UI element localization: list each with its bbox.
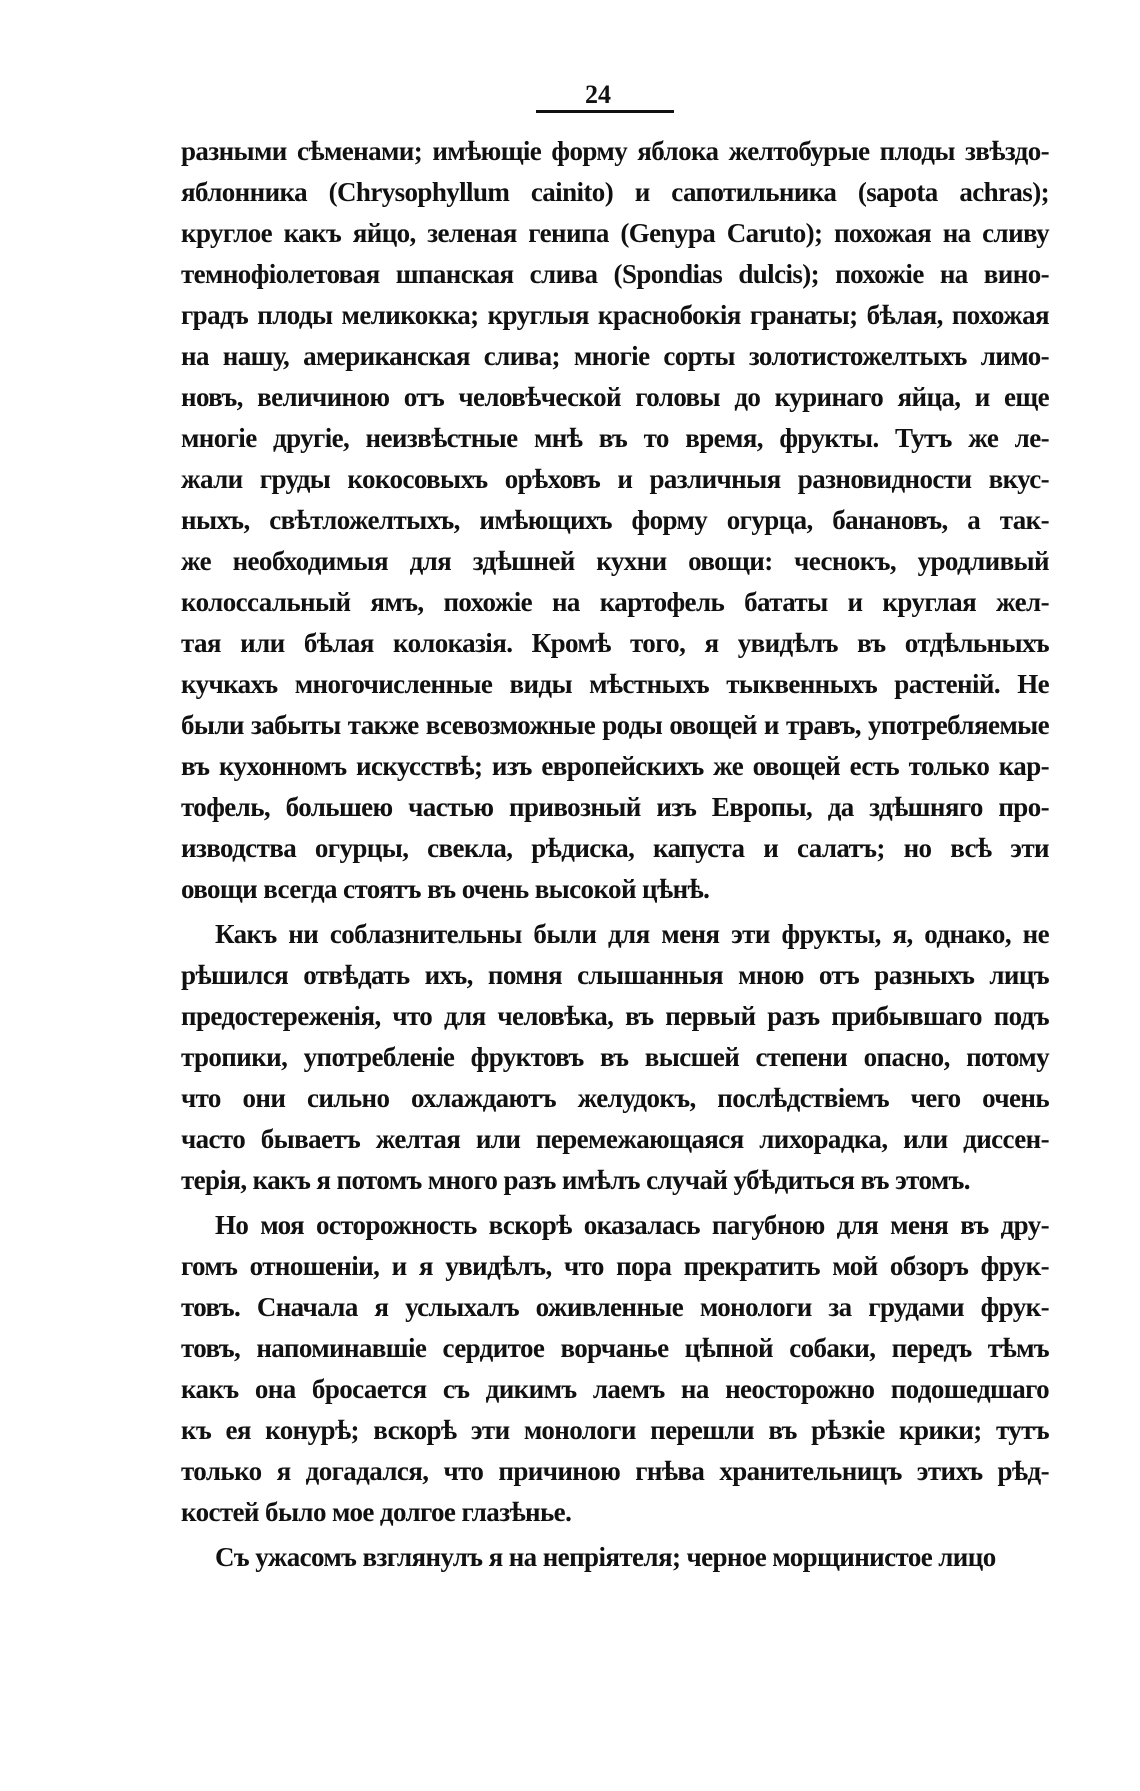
text-line: градъ плоды меликокка; круглыя краснобокія гранаты; бѣлая, похожая — [181, 300, 1049, 330]
text-line: гомъ отношеніи, и я увидѣлъ, что пора прекратить мой обзоръ фрук- — [181, 1251, 1049, 1281]
paragraph — [181, 131, 1049, 910]
text-line: ныхъ, свѣтложелтыхъ, имѣющихъ форму огурца, банановъ, а так- — [181, 505, 1049, 535]
text-line: что они сильно охлаждаютъ желудокъ, послѣдствіемъ чего очень — [181, 1083, 1049, 1113]
text-line: темнофіолетовая шпанская слива (Spondias dulcis); похожіе на вино- — [181, 259, 1049, 289]
paragraph — [181, 1537, 1049, 1578]
text-line: Но моя осторожность вскорѣ оказалась пагубною для меня въ дру- — [215, 1210, 1049, 1240]
text-line: кучкахъ многочисленные виды мѣстныхъ тыквенныхъ растеній. Не — [181, 669, 1049, 699]
text-line: новъ, величиною отъ человѣческой головы до куринаго яйца, и еще — [181, 382, 1049, 412]
text-line: многіе другіе, неизвѣстные мнѣ въ то время, фрукты. Тутъ же ле- — [181, 423, 1049, 453]
page-number: 24 — [585, 80, 611, 109]
text-line: Съ ужасомъ взглянулъ я на непріятеля; черное морщинистое лицо — [215, 1542, 996, 1572]
text-line: колоссальный ямъ, похожіе на картофель бататы и круглая жел- — [181, 587, 1049, 617]
text-line: Какъ ни соблазнительны были для меня эти фрукты, я, однако, не — [215, 919, 1049, 949]
header-rule — [536, 110, 674, 113]
text-line: костей было мое долгое глазѣнье. — [181, 1497, 572, 1527]
paragraph — [181, 1205, 1049, 1533]
text-line: разными сѣменами; имѣющіе форму яблока желтобурые плоды звѣздо- — [181, 136, 1049, 166]
text-line: рѣшился отвѣдать ихъ, помня слышанныя мною отъ разныхъ лицъ — [181, 960, 1049, 990]
text-line: тропики, употребленіе фруктовъ въ высшей степени опасно, потому — [181, 1042, 1049, 1072]
text-line: въ кухонномъ искусствѣ; изъ европейскихъ же овощей есть только кар- — [181, 751, 1049, 781]
text-line: на нашу, американская слива; многіе сорты золотистожелтыхъ лимо- — [181, 341, 1049, 371]
text-line: изводства огурцы, свекла, рѣдиска, капуста и салатъ; но всѣ эти — [181, 833, 1049, 863]
text-line: предостереженія, что для человѣка, въ первый разъ прибывшаго подъ — [181, 1001, 1049, 1031]
body-text — [181, 131, 1049, 1582]
text-line: къ ея конурѣ; вскорѣ эти монологи перешли въ рѣзкіе крики; тутъ — [181, 1415, 1049, 1445]
text-line: были забыты также всевозможные роды овощей и травъ, употребляемые — [181, 710, 1049, 740]
paragraph — [181, 914, 1049, 1201]
text-line: тая или бѣлая колоказія. Кромѣ того, я увидѣлъ въ отдѣльныхъ — [181, 628, 1049, 658]
text-line: же необходимыя для здѣшней кухни овощи: чеснокъ, уродливый — [181, 546, 1049, 576]
text-line: тофель, большею частью привозный изъ Европы, да здѣшняго про- — [181, 792, 1049, 822]
text-line: жали груды кокосовыхъ орѣховъ и различныя разновидности вкус- — [181, 464, 1049, 494]
text-line: какъ она бросается съ дикимъ лаемъ на неосторожно подошедшаго — [181, 1374, 1049, 1404]
text-line: товъ. Сначала я услыхалъ оживленные монологи за грудами фрук- — [181, 1292, 1049, 1322]
text-line: товъ, напоминавшіе сердитое ворчанье цѣпной собаки, передъ тѣмъ — [181, 1333, 1049, 1363]
text-line: только я догадался, что причиною гнѣва хранительницъ этихъ рѣд- — [181, 1456, 1049, 1486]
text-line: круглое какъ яйцо, зеленая генипа (Genypa Caruto); похожая на сливу — [181, 218, 1049, 248]
text-line: терія, какъ я потомъ много разъ имѣлъ случай убѣдиться въ этомъ. — [181, 1165, 970, 1195]
text-line: яблонника (Chrysophyllum cainito) и сапотильника (sapota achras); — [181, 177, 1049, 207]
text-line: овощи всегда стоятъ въ очень высокой цѣнѣ. — [181, 874, 710, 904]
text-line: часто бываетъ желтая или перемежающаяся лихорадка, или диссен- — [181, 1124, 1049, 1154]
